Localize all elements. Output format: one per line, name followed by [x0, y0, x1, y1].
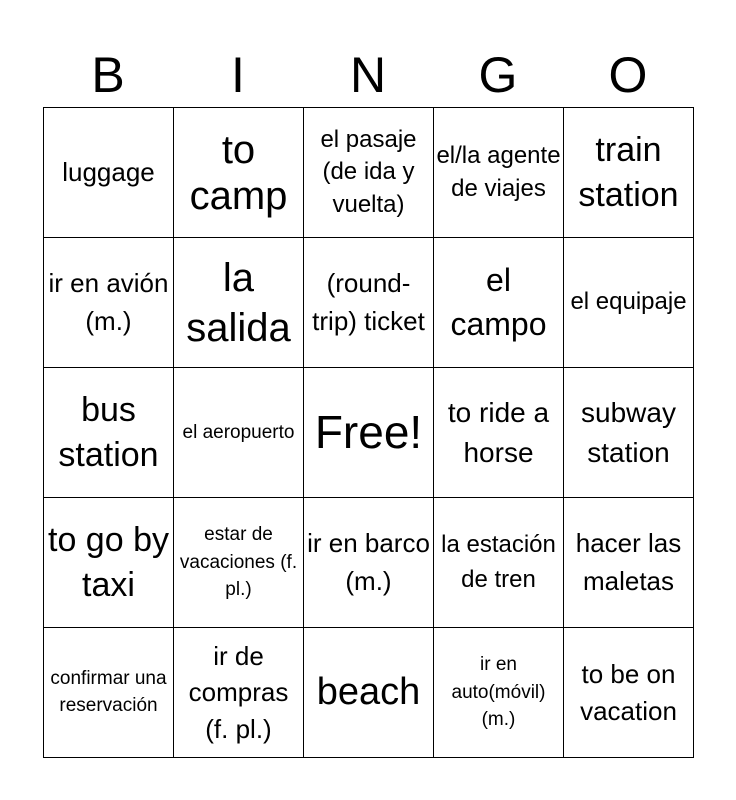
cell-text: estar de vacaciones (f. pl.) — [179, 524, 298, 601]
cell-text: ir en barco (m.) — [307, 527, 430, 596]
cell-text: ir en auto(móvil) (m.) — [451, 654, 546, 731]
bingo-row — [44, 628, 694, 758]
cell-text: (round-trip) ticket — [312, 267, 425, 336]
bingo-cell — [304, 498, 434, 628]
cell-text: luggage — [62, 156, 155, 187]
cell-text: bus station — [58, 391, 159, 474]
cell-text: el aeropuerto — [182, 421, 295, 443]
cell-text: el pasaje (de ida y vuelta) — [320, 125, 417, 218]
free-space-text: Free! — [314, 405, 423, 458]
bingo-cell — [44, 628, 174, 758]
bingo-header — [43, 40, 693, 110]
bingo-card-grid — [43, 107, 694, 758]
bingo-cell — [174, 498, 304, 628]
cell-text: ir en avión (m.) — [48, 267, 169, 336]
bingo-cell — [174, 368, 304, 498]
bingo-cell — [304, 628, 434, 758]
free-space-cell — [304, 368, 434, 498]
cell-text: confirmar una reservación — [50, 667, 167, 716]
bingo-row — [44, 368, 694, 498]
bingo-cell — [564, 368, 694, 498]
header-letter-g: G — [478, 47, 518, 103]
bingo-cell — [564, 498, 694, 628]
bingo-cell — [44, 238, 174, 368]
cell-text: el equipaje — [570, 288, 687, 316]
cell-text: to ride a horse — [447, 397, 550, 468]
header-letter-b: B — [91, 47, 125, 103]
bingo-cell — [174, 238, 304, 368]
header-letter-o: O — [608, 47, 648, 103]
bingo-row — [44, 498, 694, 628]
bingo-cell — [434, 238, 564, 368]
cell-text: to camp — [189, 127, 288, 218]
cell-text: subway station — [581, 397, 676, 468]
header-letter-i: I — [231, 47, 245, 103]
cell-text: train station — [578, 131, 679, 214]
bingo-cell — [174, 628, 304, 758]
bingo-cell — [434, 628, 564, 758]
bingo-cell — [434, 498, 564, 628]
cell-text: hacer las maletas — [575, 527, 682, 596]
header-letter-n: N — [349, 47, 387, 103]
bingo-row — [44, 108, 694, 238]
cell-text: beach — [316, 670, 421, 713]
cell-text: to go by taxi — [48, 521, 169, 604]
cell-text: to be on vacation — [580, 659, 677, 726]
bingo-cell — [304, 108, 434, 238]
bingo-cell — [304, 238, 434, 368]
bingo-cell — [44, 108, 174, 238]
bingo-cell — [564, 238, 694, 368]
bingo-cell — [434, 108, 564, 238]
cell-text: el campo — [450, 262, 547, 342]
cell-text: la estación de tren — [441, 530, 556, 593]
bingo-row — [44, 238, 694, 368]
bingo-cell — [564, 628, 694, 758]
cell-text: la salida — [186, 255, 291, 350]
bingo-cell — [44, 498, 174, 628]
cell-text: ir de compras (f. pl.) — [188, 640, 289, 744]
bingo-cell — [44, 368, 174, 498]
bingo-cell — [564, 108, 694, 238]
bingo-cell — [434, 368, 564, 498]
bingo-cell — [174, 108, 304, 238]
cell-text: el/la agente de viajes — [436, 142, 561, 202]
